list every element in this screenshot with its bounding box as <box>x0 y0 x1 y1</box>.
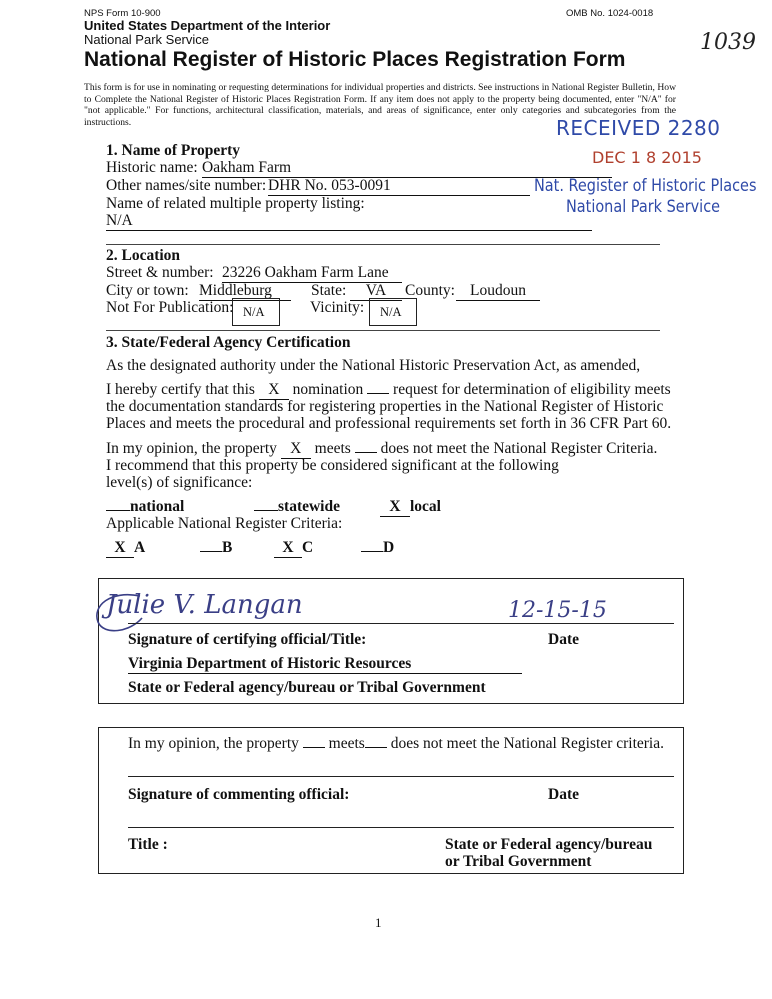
section2-heading: 2. Location <box>106 247 181 264</box>
does-not-meet-check <box>355 452 377 453</box>
county-label: County: <box>405 282 455 299</box>
authority-statement: As the designated authority under the National Historic Preservation Act, as amended, <box>106 357 641 374</box>
recommend-line-2: level(s) of significance: <box>106 474 253 491</box>
city-value: Middleburg <box>199 282 291 301</box>
comment-opinion-line: In my opinion, the property meets does not meet the National Register criteria. <box>128 735 664 752</box>
criterion-d: D <box>361 539 394 557</box>
not-for-publication-box <box>232 298 280 326</box>
agency-name: Virginia Department of Historic Resources <box>128 655 522 674</box>
divider-2 <box>106 330 660 331</box>
agency-label: State or Federal agency/bureau or Tribal Government <box>128 679 486 696</box>
level-statewide: statewide <box>254 498 340 516</box>
page-number: 1 <box>375 915 382 930</box>
county-value: Loudoun <box>456 282 540 301</box>
not-for-publication-value: N/A <box>243 305 265 319</box>
national-check <box>106 510 130 511</box>
certify-line-3: Places and meets the procedural and professional requirements set forth in 36 CFR Part 60. <box>106 415 672 432</box>
department: United States Department of the Interior <box>84 18 331 33</box>
related-listing-value: N/A <box>106 212 592 231</box>
stamp-line-service: National Park Service <box>566 197 721 217</box>
certify-line-2: the documentation standards for registering properties in the National Register of Historic <box>106 398 664 415</box>
received-stamp: RECEIVED 2280 <box>556 116 721 140</box>
historic-name-value: Oakham Farm <box>202 159 612 178</box>
opinion-line: In my opinion, the property X meets does not meet the National Register Criteria. <box>106 440 658 457</box>
form-number: NPS Form 10-900 <box>84 8 161 19</box>
signature-line <box>128 623 674 624</box>
vicinity-box <box>369 298 417 326</box>
meets-check: X <box>281 440 311 459</box>
state-label: State: <box>311 282 347 299</box>
state-value: VA <box>350 282 402 301</box>
section1-heading: 1. Name of Property <box>106 142 241 159</box>
street-label: Street & number: <box>106 264 214 281</box>
city-label: City or town: <box>106 282 189 299</box>
request-check <box>367 393 389 394</box>
criteria-label: Applicable National Register Criteria: <box>106 515 343 532</box>
related-listing-label: Name of related multiple property listing: <box>106 195 365 212</box>
vicinity-value: N/A <box>380 305 402 319</box>
section3-heading: 3. State/Federal Agency Certification <box>106 334 351 351</box>
other-names-label: Other names/site number: <box>106 177 267 194</box>
historic-name-label: Historic name: <box>106 159 198 176</box>
date-label: Date <box>548 631 579 648</box>
criterion-a: X A <box>106 539 145 558</box>
comment-signature-line <box>128 776 674 777</box>
level-local: X local <box>380 498 441 517</box>
stamp-line-register: Nat. Register of Historic Places <box>534 176 757 196</box>
level-national: national <box>106 498 184 516</box>
signature-title-label: Signature of certifying official/Title: <box>128 631 367 648</box>
official-signature: Julie V. Langan <box>106 590 303 620</box>
criterion-c: X C <box>274 539 313 558</box>
recommend-line: I recommend that this property be considered significant at the following <box>106 457 559 474</box>
comment-title-line <box>128 827 674 828</box>
comment-does-not-meet-check <box>365 747 387 748</box>
handwritten-ref-number: 1039 <box>700 30 756 55</box>
vicinity-label: Vicinity: <box>310 299 365 316</box>
nomination-check: X <box>259 381 289 400</box>
comment-date-label: Date <box>548 786 579 803</box>
divider-1 <box>106 244 660 245</box>
stamp-date: DEC 1 8 2015 <box>592 148 702 167</box>
not-for-publication-label: Not For Publication: <box>106 299 234 316</box>
service: National Park Service <box>84 32 209 47</box>
omb-number: OMB No. 1024-0018 <box>566 8 654 19</box>
certify-line: I hereby certify that this X nomination request for determination of eligibility meets <box>106 381 671 398</box>
local-check: X <box>380 498 410 517</box>
page-title: National Register of Historic Places Registration Form <box>84 48 626 71</box>
instructions-paragraph: This form is for use in nominating or requesting determinations for individual properties and districts. See instructions in National Register Bulletin, How to Complete the National Register of Historic Places Registration Form. If any item does not apply to the property being documented, enter "N/A" for "not applicable." For functions, architectural classification, materials, and areas of significance, enter only categories and subcategories from the instructions. <box>84 82 676 128</box>
comment-agency-label-1: State or Federal agency/bureau <box>445 836 653 853</box>
statewide-check <box>254 510 278 511</box>
handwritten-date: 12-15-15 <box>508 598 607 623</box>
criterion-b: B <box>200 539 232 557</box>
other-names-value: DHR No. 053-0091 <box>268 177 530 196</box>
commenting-signature-label: Signature of commenting official: <box>128 786 350 803</box>
comment-title-label: Title : <box>128 836 168 853</box>
street-value: 23226 Oakham Farm Lane <box>222 264 402 283</box>
comment-meets-check <box>303 747 325 748</box>
comment-agency-label-2: or Tribal Government <box>445 853 592 870</box>
